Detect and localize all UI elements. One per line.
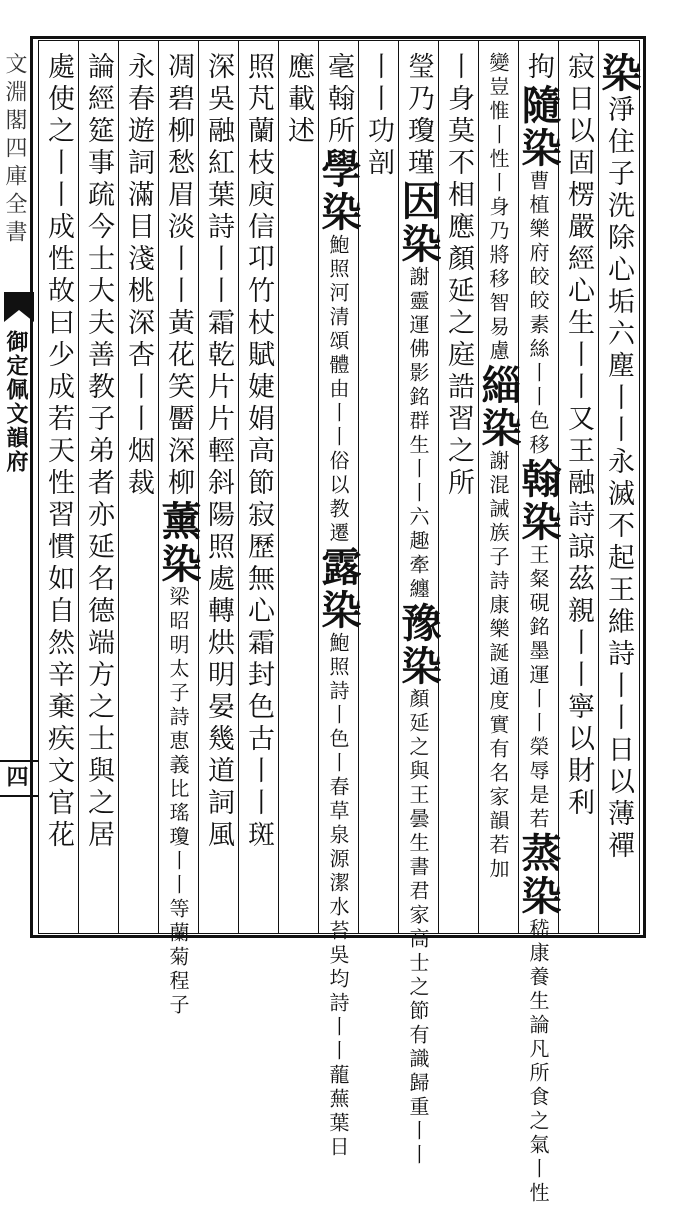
entry-text: 王粲硯銘墨運丨丨榮辱是若 — [526, 544, 550, 832]
text-column — [358, 52, 398, 924]
text-column — [315, 52, 362, 1160]
entry-heading: 學染 — [315, 148, 362, 234]
entry-text: 變豈惟丨性丨身乃將移智易慮 — [486, 52, 510, 364]
entry-text: 丨丨功剖 — [363, 52, 394, 180]
entry-text: 論經筵事疏今士大夫善教子弟者亦延名德端方之士與之居 — [83, 52, 114, 852]
entry-text: 嵇康養生論凡所食之氣丨性 — [526, 918, 550, 1206]
entry-text: 處使之丨丨成性故曰少成若天性習慣如自然辛棄疾文官花 — [43, 52, 74, 852]
text-column — [438, 52, 478, 924]
entry-text: 瑩乃瓊瑾 — [403, 52, 434, 180]
text-column — [78, 52, 118, 924]
entry-heading: 薰染 — [155, 500, 202, 586]
entry-text: 照芃蘭枝庾信卭竹杖賦婕娟高節寂歷無心霜封色古丨丨斑 — [243, 52, 274, 852]
text-column — [515, 52, 562, 1206]
entry-heading: 緇染 — [475, 364, 522, 450]
text-column — [475, 52, 522, 924]
entry-text: 寂日以固楞嚴經心生丨丨又王融詩諒茲親丨丨寧以財利 — [563, 52, 594, 820]
entry-text: 毫翰所 — [323, 52, 354, 148]
text-column — [198, 52, 238, 924]
entry-text: 梁昭明太子詩恵義比瑤瓊丨丨等蘭菊程子 — [166, 586, 190, 1018]
entry-heading: 隨染 — [515, 84, 562, 170]
entry-text: 深吳融紅葉詩丨丨霜乾片片輕斜陽照處轉烘明晏幾道詞風 — [203, 52, 234, 852]
book-title: 御定佩文韻府 — [3, 330, 29, 474]
entry-text: 凋碧柳愁眉淡丨丨黃花笑靨深柳 — [163, 52, 194, 500]
entry-text: 應載述 — [283, 52, 314, 148]
entry-heading: 蒸染 — [515, 832, 562, 918]
entry-heading: 翰染 — [515, 458, 562, 544]
entry-text: 謝靈運佛影銘群生丨丨六趣牽纏 — [406, 266, 430, 602]
text-column — [558, 52, 598, 924]
text-column — [155, 52, 202, 1018]
entry-text: 鮑照詩丨色丨春草泉源潔水苔吳均詩丨丨蘢蕪葉日 — [326, 632, 350, 1160]
entry-heading: 豫染 — [395, 602, 442, 688]
text-column — [395, 52, 442, 1168]
entry-text: 顏延之與王曇生書君家高士之節有識歸重丨丨 — [406, 688, 430, 1168]
entry-text: 鮑照河清頌體由丨丨俗以教遷 — [326, 234, 350, 546]
entry-heading: 露染 — [315, 546, 362, 632]
entry-text: 丨身莫不相應顏延之庭誥習之所 — [443, 52, 474, 500]
entry-text: 淨住子洗除心垢六塵丨丨永滅不起王維詩丨丨日以薄禪 — [603, 95, 634, 863]
entry-heading: 因染 — [395, 180, 442, 266]
text-column — [118, 52, 158, 924]
entry-text: 永春遊詞滿目淺桃深杏丨丨烟裁 — [123, 52, 154, 500]
text-column — [595, 52, 642, 924]
text-column — [238, 52, 278, 924]
page-number: 四 — [3, 765, 29, 787]
entry-text: 謝混誡族子詩康樂誕通度實有名家韻若加 — [486, 450, 510, 882]
text-column — [278, 52, 318, 924]
gutter-header-text: 文淵閣四庫全書 — [2, 52, 27, 248]
text-column — [38, 52, 78, 924]
entry-text: 拘 — [523, 52, 554, 84]
entry-text: 曹植樂府皎皎素絲丨丨色移 — [526, 170, 550, 458]
entry-heading: 染 — [595, 52, 642, 95]
